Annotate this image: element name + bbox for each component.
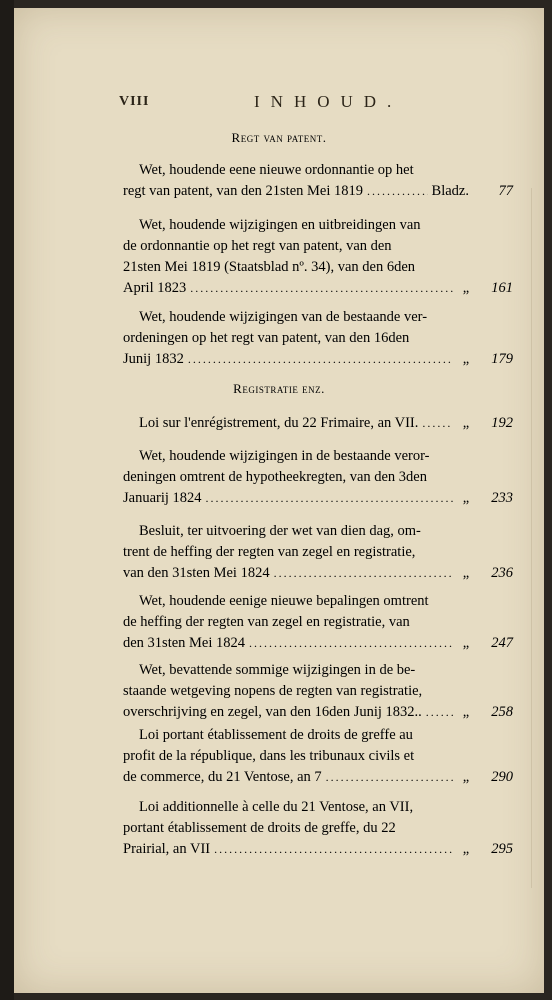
toc-entry-line: Junij 1832 — [123, 351, 184, 367]
toc-page-number: 77 — [498, 183, 513, 199]
toc-entry — [123, 307, 513, 370]
toc-entry-line: van den 31sten Mei 1824 — [123, 565, 270, 581]
toc-entry-line: de heffing der regten van zegel en registratie, van — [123, 614, 410, 630]
page-title: INHOUD. — [254, 92, 403, 111]
toc-entry-line: regt van patent, van den 21sten Mei 1819 — [123, 183, 363, 199]
page-number: VIII — [119, 94, 150, 109]
leader-dots — [190, 278, 453, 299]
toc-entry — [123, 660, 513, 723]
toc-entry-last-line — [123, 278, 513, 299]
toc-entry-last-line — [123, 839, 513, 860]
toc-entry-last-line — [123, 181, 513, 202]
toc-entry — [123, 215, 513, 299]
toc-page-number: 233 — [491, 490, 513, 506]
toc-page-number: 295 — [491, 841, 513, 857]
toc-entry-last-line — [123, 488, 513, 509]
toc-entry-last-line — [123, 702, 513, 723]
toc-entry-line: Wet, houdende eenige nieuwe bepalingen omtrent — [139, 593, 429, 609]
page-prefix: „ — [462, 280, 470, 296]
page-prefix: „ — [462, 704, 470, 720]
toc-entry-line: Loi additionnelle à celle du 21 Ventose, an VII, — [139, 799, 414, 815]
book-edge — [0, 0, 14, 1000]
toc-entry-line: trent de heffing der regten van zegel en registratie, — [123, 544, 416, 560]
toc-entry-line: ordeningen op het regt van patent, van den 16den — [123, 330, 410, 346]
toc-entry-line: staande wetgeving nopens de regten van registratie, — [123, 683, 423, 699]
leader-dots — [367, 181, 428, 202]
toc-entry — [123, 160, 513, 202]
toc-entry-line: Wet, houdende wijzigingen en uitbreidingen van — [139, 217, 421, 233]
toc-page-number: 247 — [491, 635, 513, 651]
leader-dots — [188, 349, 453, 370]
toc-page-number: 258 — [491, 704, 513, 720]
toc-page-number: 290 — [491, 769, 513, 785]
toc-entry-line: Loi sur l'enrégistrement, du 22 Frimaire, an VII. — [139, 415, 419, 431]
toc-entry — [123, 413, 513, 434]
toc-entry-line: deningen omtrent de hypotheekregten, van den 3den — [123, 469, 427, 485]
page-prefix: „ — [462, 351, 470, 367]
toc-entry-line: profit de la république, dans les tribunaux civils et — [123, 748, 415, 764]
leader-dots — [249, 633, 453, 654]
toc-entry-line: Wet, houdende eene nieuwe ordonnantie op het — [139, 162, 414, 178]
toc-entry-last-line — [123, 349, 513, 370]
toc-entry-line: de ordonnantie op het regt van patent, van den — [123, 238, 392, 254]
toc-entry-line: portant établissement de droits de greffe, du 22 — [123, 820, 396, 836]
toc-entry — [123, 591, 513, 654]
toc-entry-line: Wet, houdende wijzigingen van de bestaande ver- — [139, 309, 428, 325]
leader-dots — [214, 839, 453, 860]
page-header — [119, 94, 419, 118]
toc-entry-line: Loi portant établissement de droits de greffe au — [139, 727, 413, 743]
toc-entry-line: Besluit, ter uitvoering der wet van dien dag, om- — [139, 523, 421, 539]
toc-entry — [123, 521, 513, 584]
toc-page-number: 161 — [491, 280, 513, 296]
toc-entry-last-line — [123, 413, 513, 434]
toc-page-number: 236 — [491, 565, 513, 581]
leader-dots — [422, 413, 453, 434]
toc-entry — [123, 725, 513, 788]
page-prefix: „ — [462, 841, 470, 857]
page-prefix: Bladz. — [431, 183, 469, 199]
toc-entry-line: 21sten Mei 1819 (Staatsblad nº. 34), van den 6den — [123, 259, 416, 275]
leader-dots — [426, 702, 453, 723]
toc-entry-line: Wet, bevattende sommige wijzigingen in de be- — [139, 662, 416, 678]
toc-entry-line: den 31sten Mei 1824 — [123, 635, 246, 651]
toc-page-number: 179 — [491, 351, 513, 367]
section-title: Registratie enz. — [233, 381, 325, 396]
page-prefix: „ — [462, 769, 470, 785]
toc-entry-line: de commerce, du 21 Ventose, an 7 — [123, 769, 322, 785]
toc-entry — [123, 797, 513, 860]
leader-dots — [326, 767, 453, 788]
toc-entry-last-line — [123, 563, 513, 584]
page-prefix: „ — [462, 490, 470, 506]
toc-entry-line: April 1823 — [123, 280, 187, 296]
toc-entry — [123, 446, 513, 509]
toc-entry-last-line — [123, 767, 513, 788]
leader-dots — [206, 488, 453, 509]
toc-entry-last-line — [123, 633, 513, 654]
toc-entry-line: overschrijving en zegel, van den 16den Junij 1832.. — [123, 704, 422, 720]
toc-page-number: 192 — [491, 415, 513, 431]
section-title: Regt van patent. — [231, 130, 327, 145]
page-prefix: „ — [462, 415, 470, 431]
toc-entry-line: Januarij 1824 — [123, 490, 202, 506]
page-prefix: „ — [462, 565, 470, 581]
toc-entry-line: Wet, houdende wijzigingen in de bestaande veror- — [139, 448, 430, 464]
page-prefix: „ — [462, 635, 470, 651]
page-fold-shadow — [531, 188, 532, 888]
leader-dots — [274, 563, 453, 584]
toc-entry-line: Prairial, an VII — [123, 841, 211, 857]
